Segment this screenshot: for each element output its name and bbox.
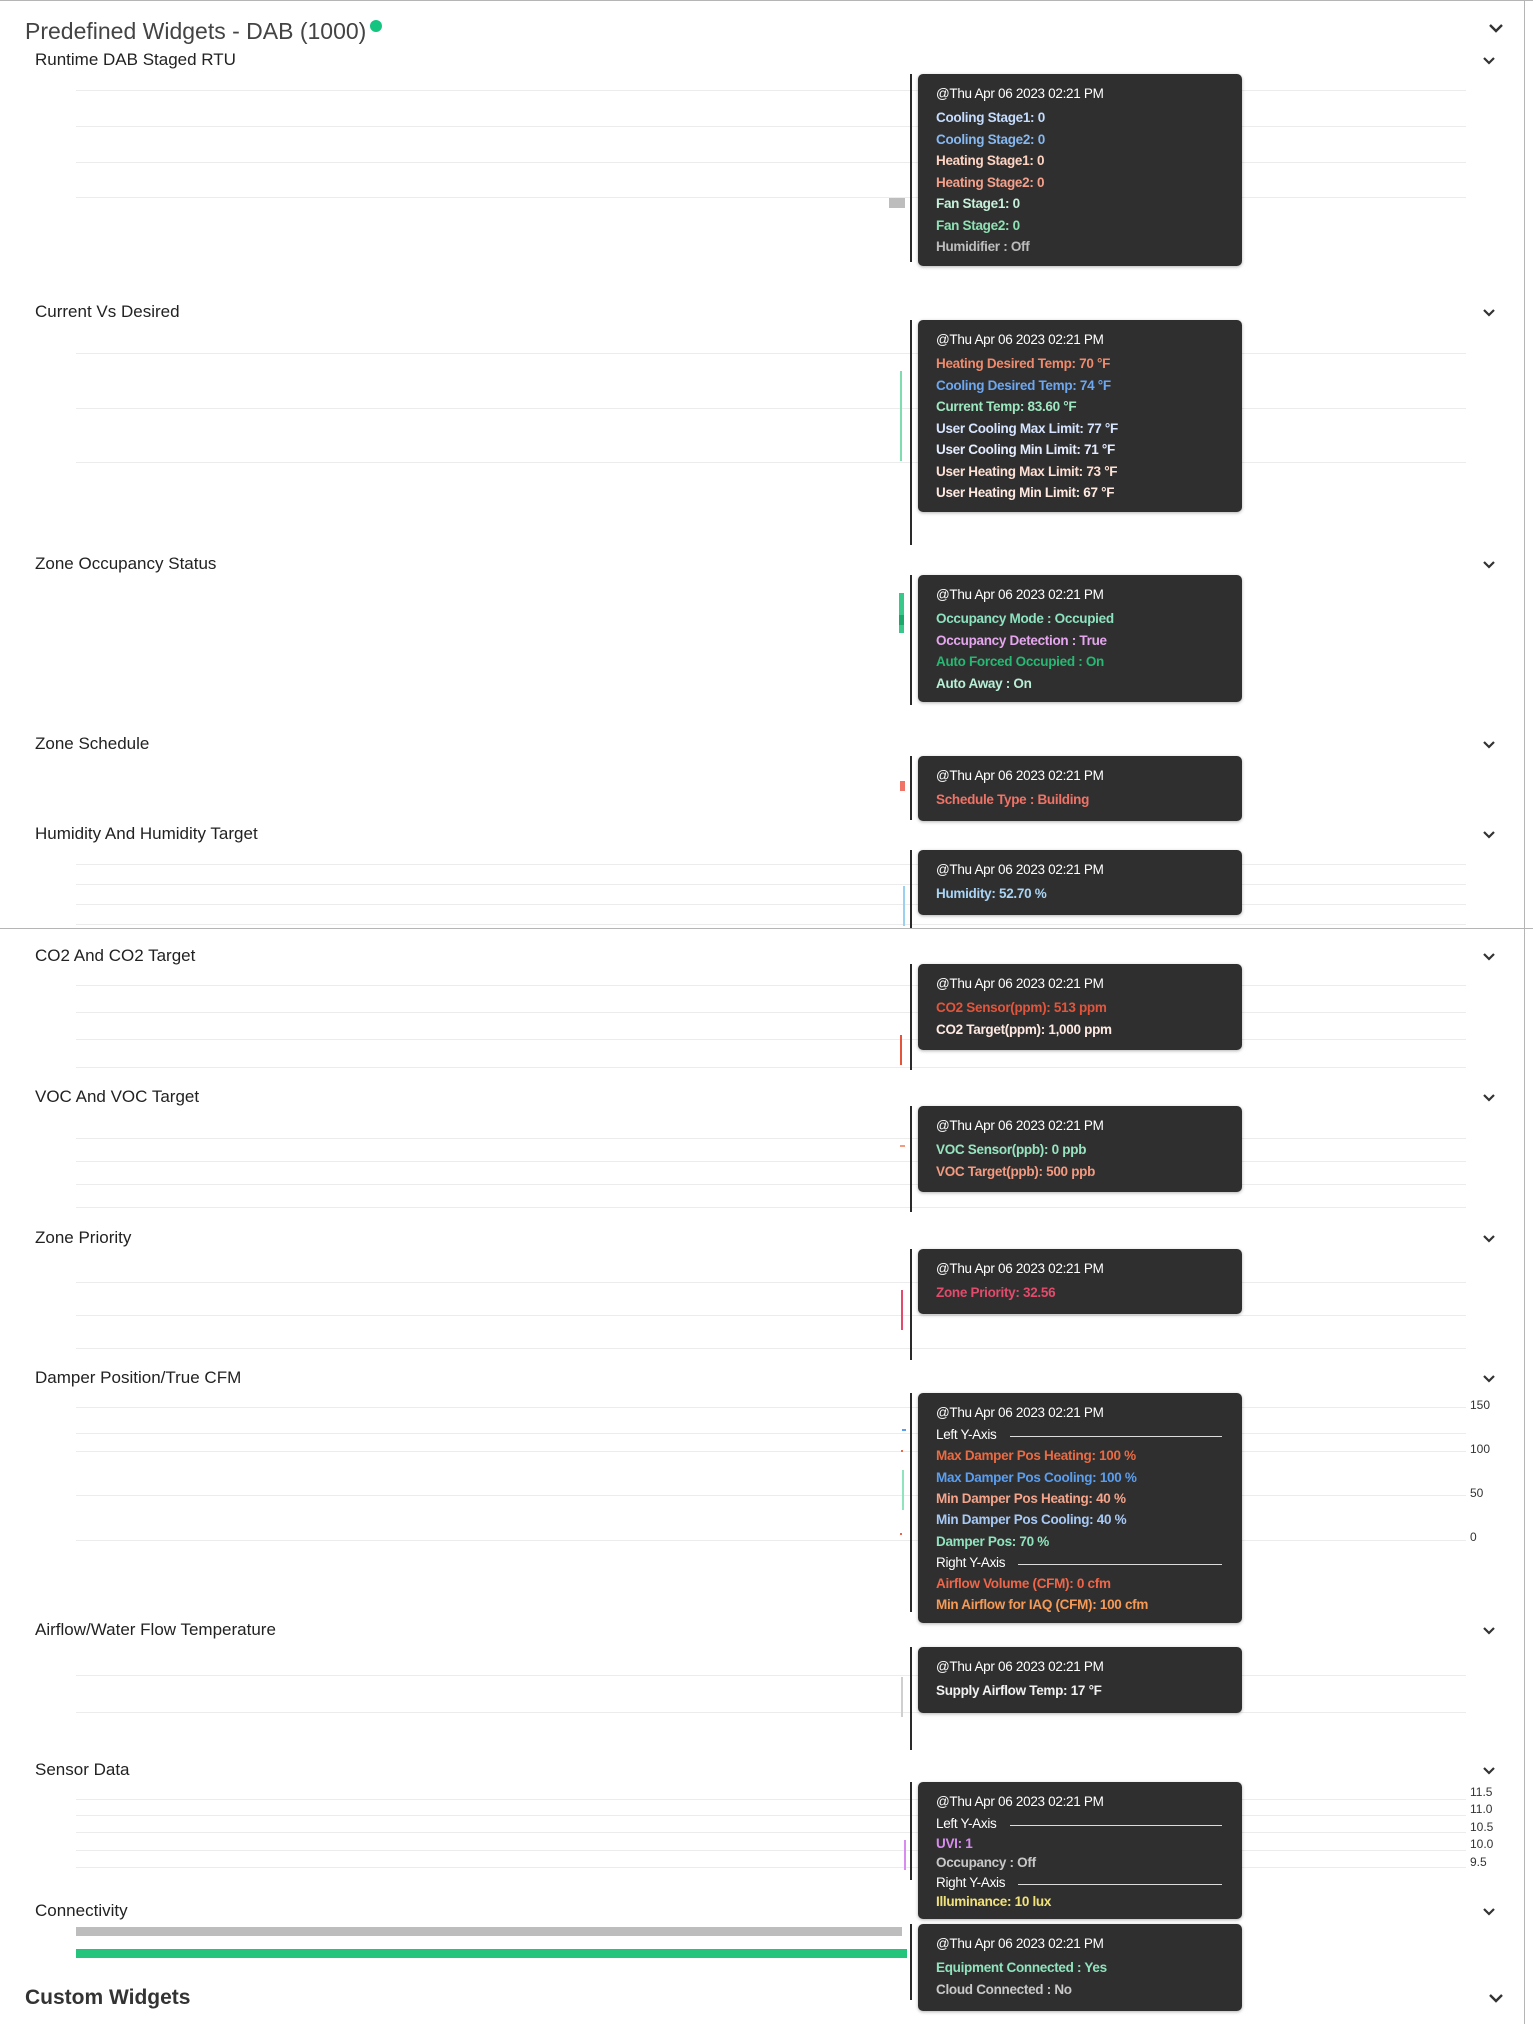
page-title (25, 18, 382, 45)
chart-tooltip (918, 575, 1242, 702)
tooltip-value: Cloud Connected : No (936, 1981, 1072, 1997)
gridline (76, 90, 1466, 91)
tooltip-value: User Cooling Min Limit: 71 °F (936, 442, 1115, 457)
chart-tooltip (918, 1106, 1242, 1192)
widget-title: Humidity And Humidity Target (35, 824, 258, 843)
series-mark (904, 1840, 906, 1870)
hover-cursor-line (910, 964, 912, 1070)
tooltip-date: @Thu Apr 06 2023 02:21 PM (936, 332, 1104, 347)
collapse-custom-chevron-icon[interactable] (1488, 1992, 1504, 2004)
series-mark (900, 371, 902, 461)
tooltip-date: @Thu Apr 06 2023 02:21 PM (936, 1261, 1104, 1276)
tooltip-value: Heating Stage1: 0 (936, 153, 1045, 168)
tooltip-value: Max Damper Pos Heating: 100 % (936, 1448, 1136, 1464)
chart-tooltip (918, 1782, 1242, 1919)
tooltip-value: Fan Stage2: 0 (936, 217, 1020, 233)
gridline (76, 1012, 1466, 1013)
status-dot (370, 20, 382, 32)
widget-collapse-chevron-icon[interactable] (1481, 307, 1497, 319)
gridline (76, 924, 1466, 925)
chart-tooltip (918, 1924, 1242, 2011)
widget-title: Zone Priority (35, 1228, 132, 1247)
tooltip-date: @Thu Apr 06 2023 02:21 PM (936, 86, 1104, 101)
widget-title: Connectivity (35, 1901, 128, 1920)
tooltip-value: Illuminance: 10 lux (936, 1894, 1052, 1909)
tooltip-right-axis-label: Right Y-Axis (936, 1874, 1006, 1890)
gridline (76, 1067, 1466, 1068)
hover-cursor-line (910, 1924, 912, 2000)
tooltip-value: Airflow Volume (CFM): 0 cfm (936, 1576, 1111, 1592)
tooltip-value: VOC Target(ppb): 500 ppb (936, 1163, 1096, 1179)
gridline (76, 1433, 1466, 1434)
tooltip-value: Auto Away : On (936, 675, 1032, 691)
gridline (76, 1407, 1466, 1408)
widget-title: CO2 And CO2 Target (35, 946, 196, 965)
top-border (0, 0, 1533, 1)
gridline (76, 1540, 1466, 1541)
widget-title: Runtime DAB Staged RTU (35, 50, 236, 69)
tooltip-value: Supply Airflow Temp: 17 °F (936, 1683, 1102, 1698)
gridline (76, 1161, 1466, 1162)
widget-title: Damper Position/True CFM (35, 1368, 242, 1387)
tooltip-value: Cooling Desired Temp: 74 °F (936, 377, 1111, 393)
widget-title: Airflow/Water Flow Temperature (35, 1620, 276, 1639)
gridline (76, 1315, 1466, 1316)
series-mark (902, 1470, 904, 1510)
right-y-axis-tick-label: 100 (1470, 1442, 1491, 1456)
gridline (76, 1832, 1466, 1833)
right-y-axis-tick-label: 9.5 (1470, 1855, 1487, 1869)
series-mark (903, 886, 905, 926)
widget-title: VOC And VOC Target (35, 1087, 200, 1106)
chart-tooltip (918, 850, 1242, 915)
hover-cursor-line (910, 756, 912, 820)
gridline (76, 864, 1466, 865)
tooltip-value: Min Airflow for IAQ (CFM): 100 cfm (936, 1597, 1149, 1613)
widget-title: Current Vs Desired (35, 302, 180, 321)
widget-collapse-chevron-icon[interactable] (1481, 1906, 1497, 1918)
tooltip-value: VOC Sensor(ppb): 0 ppb (936, 1142, 1087, 1157)
gridline (76, 1675, 1466, 1676)
tooltip-value: Zone Priority: 32.56 (936, 1285, 1056, 1300)
gridline (76, 1850, 1466, 1851)
gridline (76, 904, 1466, 905)
gridline (76, 408, 1466, 409)
tooltip-date: @Thu Apr 06 2023 02:21 PM (936, 1794, 1104, 1809)
section-divider (0, 928, 1533, 929)
series-mark (900, 781, 905, 791)
widget-title: Zone Occupancy Status (35, 554, 217, 573)
tooltip-value: User Heating Max Limit: 73 °F (936, 463, 1118, 479)
widget-title: Zone Schedule (35, 734, 150, 753)
tooltip-value: Schedule Type : Building (936, 792, 1090, 807)
hover-cursor-line (910, 1782, 912, 1880)
series-mark (900, 1035, 902, 1065)
tooltip-divider (1010, 1825, 1222, 1826)
series-mark (901, 1677, 903, 1717)
gridline (76, 162, 1466, 163)
gridline (76, 1039, 1466, 1040)
tooltip-date: @Thu Apr 06 2023 02:21 PM (936, 587, 1104, 602)
tooltip-value: User Heating Min Limit: 67 °F (936, 485, 1115, 500)
widget-collapse-chevron-icon[interactable] (1481, 55, 1497, 67)
widget-collapse-chevron-icon[interactable] (1481, 559, 1497, 571)
tooltip-divider (1010, 1436, 1222, 1437)
right-y-axis-tick-label: 0 (1470, 1530, 1477, 1544)
gridline (76, 353, 1466, 354)
tooltip-left-axis-label: Left Y-Axis (936, 1816, 997, 1831)
tooltip-divider (1018, 1564, 1222, 1565)
gridline (76, 1282, 1466, 1283)
right-y-axis-tick-label: 11.0 (1470, 1802, 1493, 1816)
tooltip-date: @Thu Apr 06 2023 02:21 PM (936, 1118, 1104, 1133)
tooltip-date: @Thu Apr 06 2023 02:21 PM (936, 1659, 1104, 1674)
gridline (76, 1495, 1466, 1496)
gridline (76, 985, 1466, 986)
hover-cursor-line (910, 1393, 912, 1612)
widget-title: Sensor Data (35, 1760, 130, 1779)
series-mark (899, 615, 904, 625)
tooltip-value: Heating Desired Temp: 70 °F (936, 356, 1111, 371)
tooltip-value: Fan Stage1: 0 (936, 196, 1020, 211)
gridline (76, 1207, 1466, 1208)
widget-collapse-chevron-icon[interactable] (1481, 1373, 1497, 1385)
series-mark (900, 1145, 905, 1147)
tooltip-value: Humidifier : Off (936, 239, 1030, 254)
series-mark (901, 1290, 903, 1330)
series-mark (900, 1533, 902, 1535)
gridline (76, 1799, 1466, 1800)
gridline (76, 1348, 1466, 1349)
widget-collapse-chevron-icon[interactable] (1481, 1233, 1497, 1245)
gridline (76, 884, 1466, 885)
tooltip-date: @Thu Apr 06 2023 02:21 PM (936, 768, 1104, 783)
tooltip-value: UVI: 1 (936, 1835, 973, 1851)
gridline (76, 126, 1466, 127)
gridline (76, 1138, 1466, 1139)
hover-cursor-line (910, 320, 912, 545)
gridline (76, 1867, 1466, 1868)
chart-tooltip (918, 1249, 1242, 1314)
equipment-connected-bar (76, 1949, 907, 1958)
chart-tooltip (918, 1393, 1242, 1623)
right-y-axis-tick-label: 50 (1470, 1486, 1484, 1500)
gridline (76, 462, 1466, 463)
widget-collapse-chevron-icon[interactable] (1481, 1765, 1497, 1777)
right-y-axis-tick-label: 150 (1470, 1398, 1491, 1412)
tooltip-value: CO2 Sensor(ppm): 513 ppm (936, 1000, 1107, 1015)
chart-tooltip (918, 1647, 1242, 1713)
tooltip-value: Equipment Connected : Yes (936, 1960, 1107, 1975)
hover-cursor-line (910, 1647, 912, 1750)
tooltip-value: Min Damper Pos Heating: 40 % (936, 1490, 1126, 1506)
tooltip-value: Damper Pos: 70 % (936, 1533, 1049, 1549)
hover-cursor-line (910, 1249, 912, 1360)
cloud-connected-bar (76, 1927, 902, 1936)
tooltip-value: Cooling Stage1: 0 (936, 110, 1045, 125)
tooltip-left-axis-label: Left Y-Axis (936, 1427, 997, 1442)
tooltip-value: Occupancy Mode : Occupied (936, 611, 1114, 626)
widget-collapse-chevron-icon[interactable] (1481, 1092, 1497, 1104)
right-border (1524, 0, 1525, 2024)
widget-collapse-chevron-icon[interactable] (1481, 951, 1497, 963)
hover-cursor-line (910, 850, 912, 928)
tooltip-date: @Thu Apr 06 2023 02:21 PM (936, 976, 1104, 991)
right-y-axis-tick-label: 11.5 (1470, 1785, 1493, 1799)
collapse-predefined-chevron-icon[interactable] (1488, 22, 1504, 34)
series-mark (902, 1429, 906, 1431)
tooltip-date: @Thu Apr 06 2023 02:21 PM (936, 1936, 1104, 1951)
tooltip-value: Max Damper Pos Cooling: 100 % (936, 1469, 1137, 1485)
tooltip-date: @Thu Apr 06 2023 02:21 PM (936, 1405, 1104, 1420)
tooltip-value: Current Temp: 83.60 °F (936, 399, 1077, 414)
tooltip-date: @Thu Apr 06 2023 02:21 PM (936, 862, 1104, 877)
tooltip-divider (1018, 1884, 1222, 1885)
tooltip-value: Occupancy Detection : True (936, 632, 1107, 648)
gridline (76, 1184, 1466, 1185)
widget-collapse-chevron-icon[interactable] (1481, 739, 1497, 751)
widget-collapse-chevron-icon[interactable] (1481, 1625, 1497, 1637)
custom-widgets-title: Custom Widgets (25, 1986, 191, 2009)
tooltip-value: CO2 Target(ppm): 1,000 ppm (936, 1021, 1112, 1037)
chart-tooltip (918, 320, 1242, 512)
chart-tooltip (918, 756, 1242, 821)
gridline (76, 1712, 1466, 1713)
tooltip-value: Auto Forced Occupied : On (936, 654, 1105, 669)
tooltip-value: Cooling Stage2: 0 (936, 131, 1045, 147)
page-title-text: Predefined Widgets - DAB (1000) (25, 18, 367, 44)
tooltip-value: User Cooling Max Limit: 77 °F (936, 420, 1118, 436)
series-mark (899, 593, 904, 633)
tooltip-value: Humidity: 52.70 % (936, 886, 1047, 901)
tooltip-value: Min Damper Pos Cooling: 40 % (936, 1512, 1127, 1528)
chart-tooltip (918, 964, 1242, 1050)
tooltip-value: Heating Stage2: 0 (936, 174, 1045, 190)
widget-collapse-chevron-icon[interactable] (1481, 829, 1497, 841)
gridline (76, 1815, 1466, 1816)
tooltip-right-axis-label: Right Y-Axis (936, 1554, 1006, 1570)
right-y-axis-tick-label: 10.5 (1470, 1820, 1494, 1834)
series-mark (901, 1450, 903, 1452)
right-y-axis-tick-label: 10.0 (1470, 1837, 1494, 1851)
hover-cursor-line (910, 1106, 912, 1212)
gridline (76, 1451, 1466, 1452)
series-mark (889, 198, 905, 208)
chart-tooltip (918, 74, 1242, 266)
tooltip-value: Occupancy : Off (936, 1855, 1036, 1870)
gridline (76, 197, 1466, 198)
hover-cursor-line (910, 74, 912, 262)
hover-cursor-line (910, 575, 912, 705)
